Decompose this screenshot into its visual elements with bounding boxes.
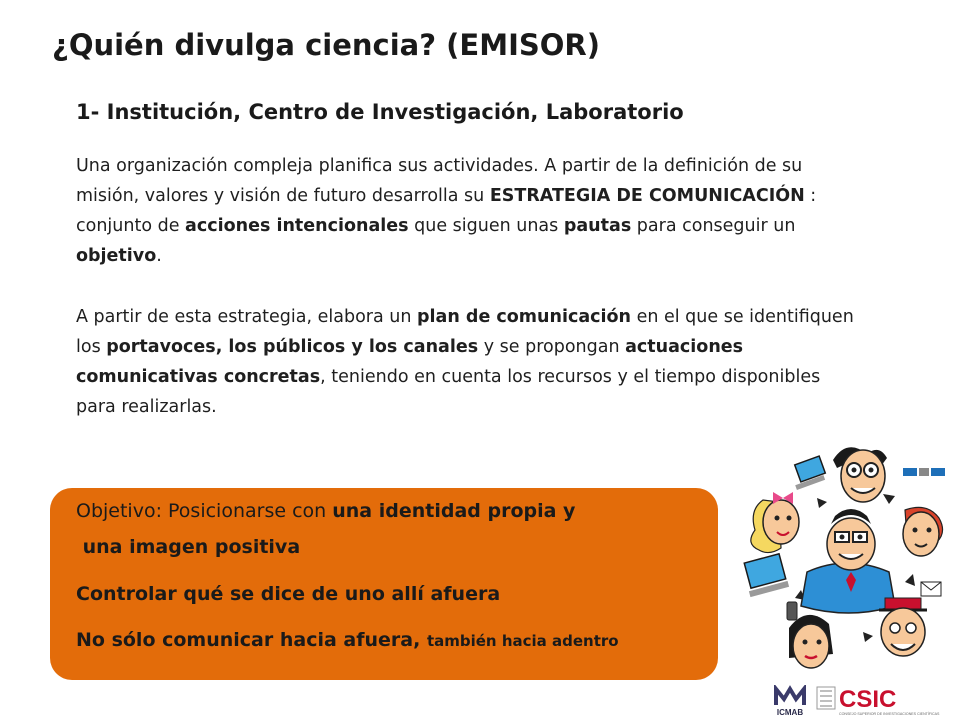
body-text: : conjunto de: [76, 186, 817, 236]
emphasis-text: ESTRATEGIA DE COMUNICACIÓN: [489, 186, 805, 206]
paragraph-strategy: [76, 151, 856, 271]
face-left-icon: [751, 492, 799, 553]
objective-line-2: una imagen positiva: [76, 536, 301, 558]
center-person-icon: [801, 509, 895, 613]
emphasis-text: objetivo: [76, 246, 157, 266]
laptop-icon: [795, 456, 826, 490]
phone-icon: [787, 602, 797, 620]
body-text: , teniendo en cuenta los recursos y el tiempo disponibles para realizarlas.: [76, 367, 821, 417]
objective-bold: una identidad propia y: [332, 500, 576, 522]
body-text: que siguen unas: [408, 216, 564, 236]
emphasis-text: pautas: [563, 216, 632, 236]
satellite-icon: [903, 468, 945, 476]
emphasis-text: portavoces, los públicos y los canales: [106, 337, 479, 357]
csic-logo-subtext: CONSEJO SUPERIOR DE INVESTIGACIONES CIENTÍFICAS: [839, 712, 940, 716]
slide-title: ¿Quién divulga ciencia? (EMISOR): [52, 28, 600, 62]
envelope-icon: [921, 582, 941, 596]
face-bottom-icon: [789, 615, 833, 668]
slide-subtitle: 1- Institución, Centro de Investigación, Laboratorio: [76, 100, 684, 124]
csic-emblem-icon: [817, 687, 835, 709]
paragraph-plan: [76, 302, 856, 422]
objective-line-3: Controlar qué se dice de uno allí afuera: [76, 583, 501, 605]
objective-line-4: [76, 629, 619, 651]
laptop-left-icon: [744, 554, 789, 597]
objective-line-4-main: No sólo comunicar hacia afuera,: [76, 629, 427, 651]
csic-logo: [815, 683, 955, 717]
body-text: y se propongan: [478, 337, 626, 357]
face-top-icon: [833, 447, 887, 502]
body-text: A partir de esta estrategia, elabora un: [76, 307, 418, 327]
face-right-icon: [903, 507, 943, 556]
csic-logo-text: CSIC: [839, 686, 897, 713]
face-bottom-right-icon: [879, 598, 927, 656]
objective-line-4-small: también hacia adentro: [426, 632, 619, 650]
body-text: para conseguir un: [631, 216, 796, 236]
icmab-logo-text: ICMAB: [776, 708, 804, 717]
body-text: en el que se identifiquen los: [76, 307, 854, 357]
communication-illustration: [735, 432, 957, 680]
icmab-logo: [770, 685, 810, 717]
emphasis-text: acciones intencionales: [185, 216, 409, 236]
emphasis-text: plan de comunicación: [417, 307, 631, 327]
objective-line-1: [76, 500, 575, 522]
body-text: .: [156, 246, 162, 266]
objective-prefix: Objetivo: Posicionarse con: [76, 500, 333, 522]
emphasis-text: actuaciones comunicativas concretas: [76, 337, 744, 387]
body-text: Una organización compleja planifica sus actividades. A partir de la definición de su misión, valores y visión de futuro desarrolla su: [76, 156, 803, 206]
